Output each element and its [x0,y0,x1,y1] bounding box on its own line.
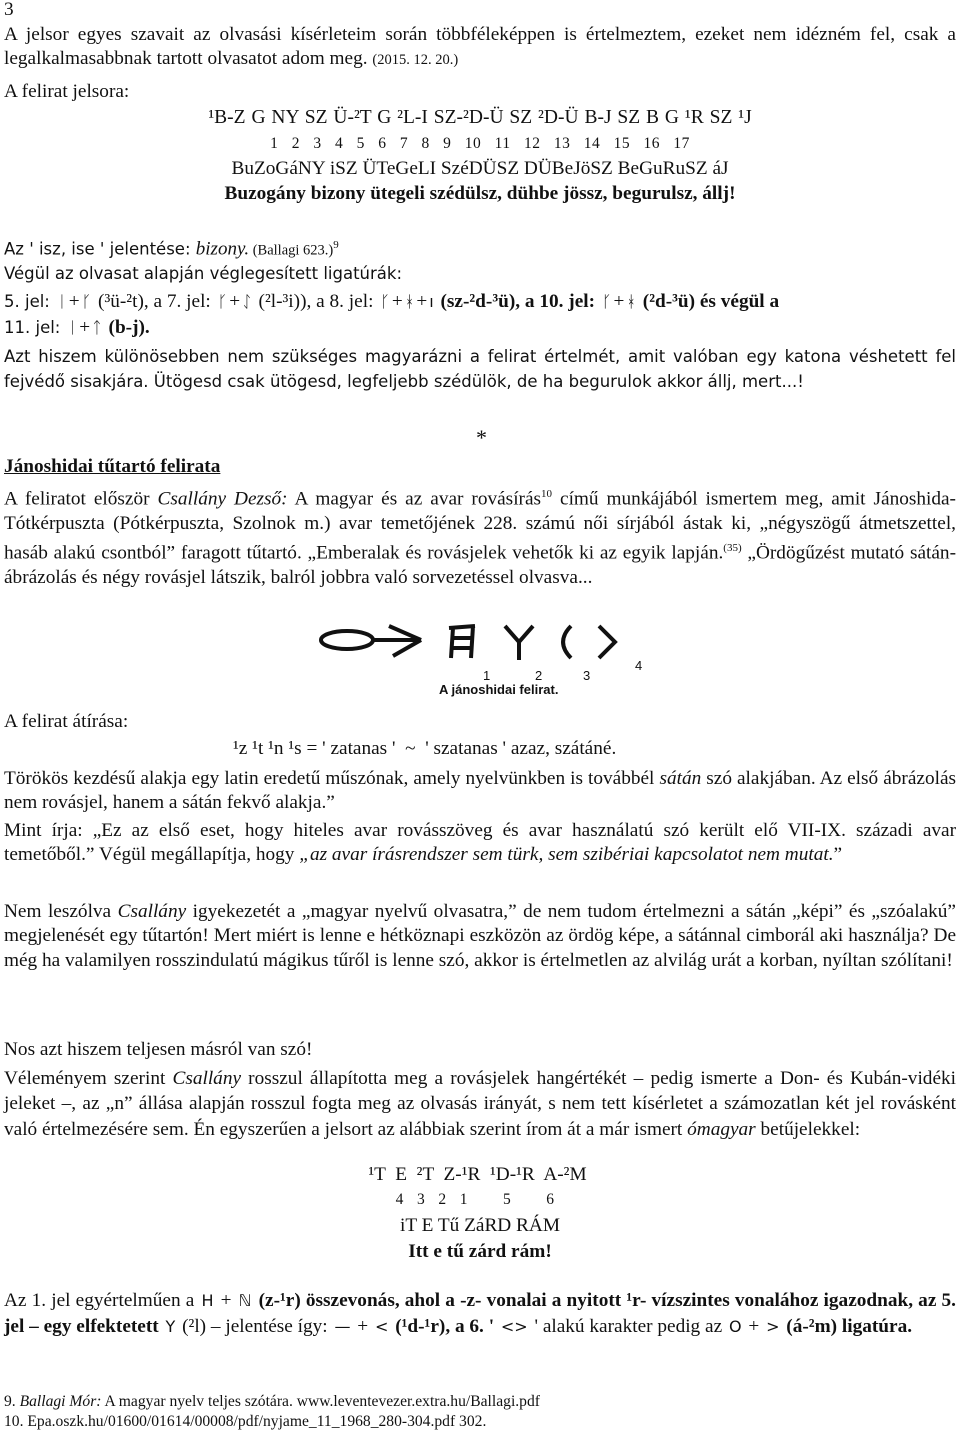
satan-figure-tail [373,626,421,656]
plus-sign: + [79,317,91,338]
comment-paragraph: Azt hiszem különösebben nem szükséges magyarázni a felirat értelmét, amit valóban egy katona véshetett fel fejvédő sisakjára. Ütögesd csak ütögesd, legfeljebb szédülök, de ha begurulok akkor állj, mert...! [4,347,956,391]
satan-figure-icon [321,631,373,649]
lig-11-label: 11. jel: [4,318,66,337]
p2-text-b: szó alakjában. Az első ábrázolás nem rovásjel, hanem a sátán fekvő alakja.” [4,768,957,814]
atiras-value: ¹z ¹t ¹n ¹s = ' zatanas ' ~ ' szatanas ' azaz, szátáné. [233,738,617,759]
rune-diamond-icon: <> [500,1316,528,1336]
p7-text-d: (¹d-¹r), a 6. ' [390,1315,499,1337]
s1-text-b: A magyar és az avar rovásírás [287,488,542,510]
paragraph-3 [4,819,956,868]
footnote-9-text: A magyar nyelv teljes szótára. www.leventevezer.extra.hu/Ballagi.pdf [101,1393,540,1410]
plus-sign: + [391,291,403,312]
jelsor-translit: BuZoGáNY iSZ ÜTeGeLI SzéDÜSZ DÜBeJöSZ BeGuRuSZ áJ [231,158,729,179]
rune-k-icon: ᚴ [380,292,390,311]
p4-text-b: igyekezetét a „magyar nyelvű olvasatra,” de nem tudom értelmezni a sátán „képi” és „szóalakú” megjelenését egy tűtartón! Mert miért is lenne e hétköznapi eszközön az ördög képe, a sátánnal cimborál aki használja? De még ha valamilyen rosszindulatú mágikus tűről is lenne szó, akkor is értelmetlen az alvilág urát a korban, nyíltan szólítani! [4,901,956,971]
p7-text-e: ' alakú karakter pedig az [529,1315,727,1337]
jelsor-numbers: 1 2 3 4 5 6 7 8 9 10 11 12 13 14 15 16 17 [270,135,690,152]
citation-ref: (35) [723,542,742,555]
jelsor-block [4,106,956,205]
p6-text-c: betűjelekkel: [755,1118,861,1140]
isz-prefix: Az ' isz, ise ' jelentése: [4,239,196,259]
reading-numbers: 4 3 2 1 5 6 [395,1191,555,1208]
footnote-10: 10. Epa.oszk.hu/01600/01614/00008/pdf/nyjame_11_1968_280-304.pdf 302. [4,1412,487,1430]
figure-number-3: 3 [583,668,591,683]
rune-o-icon: O [728,1316,742,1336]
paragraph-4 [4,900,956,973]
plus-sign: + [68,291,80,312]
plus-sign: + [229,291,241,312]
s1-text-a: A feliratot először [4,488,158,510]
rune-y-icon: Y [165,1316,176,1336]
p7-text-c: (²l) – jelentése így: [177,1315,333,1337]
s1-text-d: „Ördögűzést mutató sátán-ábrázolás és négy rovásjel látszik, balról jobbra való sorvezetéssel olvasva... [4,542,956,589]
isz-footnote-ref: 9 [333,239,339,251]
p2-text-a: Törökös kezdésű alakja egy latin eredetű műszónak, amely nyelvünkben is továbbél [4,768,660,789]
p4-name: Csallány [117,901,187,922]
lig-5-label: 5. jel: [4,292,56,311]
plus-sign: + [743,1315,765,1337]
asterisk-divider: * [476,425,487,450]
figure-number-1: 1 [483,668,491,683]
footnotes [4,1392,956,1431]
jelsor-label: A felirat jelsora: [4,81,130,102]
rune-k-icon: ᚴ [601,292,612,311]
intro-date: (2015. 12. 20.) [372,52,459,69]
paragraph-2 [4,767,956,816]
s1-text-c: című munkájából ismertem meg, amit Jánoshida-Tótkérpuszta (Pótkérpuszta, Szolnok m.) avar temetőjének 228. számú női sírjából ástak ki, „négyszögű átmetszettel, hasáb alakú csontból” faragott tűtartó. „Emberalak és rovásjelek vehetők ki az egyik lapján. [4,488,956,564]
p2-word-satan: sátán [659,768,702,789]
figure-number-4: 4 [635,658,643,673]
p7-text-a: Az 1. jel egyértelműen a [4,1290,200,1311]
rune-k-icon: ᚴ [81,292,92,311]
p6-name: Csallány [172,1068,242,1089]
lig-11-value: (b-j). [103,317,150,338]
reading-block [4,1163,956,1263]
rune-2-icon [505,626,533,660]
rune-cross-icon: ᚼ [404,292,415,311]
ligatures-title: Végül az olvasat alapján véglegesített ligatúrák: [4,264,403,283]
reading-translit: iT E Tű ZáRD RÁM [400,1215,560,1236]
paragraph-5: Nos azt hiszem teljesen másról van szó! [4,1039,313,1060]
p7-text-f: (á-²m) ligatúra. [781,1315,913,1337]
plus-sign: + [416,291,428,312]
rune-cross-icon: ᚼ [626,292,636,311]
rune-gy-icon: ᛏ [92,318,102,337]
rune-dash-icon: — [334,1316,351,1336]
paragraph-7 [4,1288,956,1339]
rune-n-icon: ℕ [238,1291,252,1310]
intro-text: A jelsor egyes szavait az olvasási kísérleteim során többféleképpen is értelmeztem, ezeket nem idézném fel, csak a legalkalmasabbnak tartott olvasatot adom meg. [4,24,956,70]
rune-k-icon: ᚴ [217,292,228,311]
footnote-9-number: 9. [4,1393,20,1410]
figure-caption: A jánoshidai felirat. [439,682,559,697]
plus-sign: + [613,291,625,312]
section-paragraph-1 [4,482,956,590]
p3-text-b: ” [833,844,843,866]
rune-1-icon [449,626,475,658]
jelsor-reading: Buzogány bizony ütegeli szédülsz, dühbe jössz, begurulsz, állj! [224,183,736,204]
p3-quote: „az avar írásrendszer sem türk, sem szibériai kapcsolatot nem mutat. [299,844,834,866]
isz-word: bizony. [195,238,250,260]
author-name: Csallány Dezső: [157,488,288,510]
reading-final: Itt e tű zárd rám! [408,1241,552,1262]
figure-number-2: 2 [535,668,543,683]
rune-vertical-icon: ᛁ [57,292,67,311]
reading-runes: ¹T E ²T Z-¹R ¹D-¹R A-²M [368,1164,587,1185]
lig-10-value: (²d-³ü) és végül a [637,291,780,312]
rune-vertical-icon: ᛁ [67,318,78,337]
lig-5-value: (³ü-²t), a 7. jel: [93,291,216,312]
plus-sign: + [215,1290,237,1311]
inscription-drawing [309,618,649,698]
isz-ref: (Ballagi 623.) [249,242,334,259]
page-number: 3 [4,0,14,20]
rune-less-than-icon: < [374,1316,389,1336]
section-title: Jánoshidai tűtartó felirata [4,456,221,477]
inscription-figure [309,618,649,698]
rune-3-icon [563,626,571,658]
rune-h-icon: H [201,1291,214,1310]
jelsor-runes: ¹B-Z G NY SZ Ü-²T G ²L-I SZ-²D-Ü SZ ²D-Ü B-J SZ B G ¹R SZ ¹J [208,107,752,128]
p6-text-a: Véleményem szerint [4,1068,173,1089]
rune-bar-icon: ı [429,292,434,311]
intro-paragraph [4,23,956,73]
footnote-ref-10: 10 [541,488,553,500]
lig-7-value: (²l-³i)), a 8. jel: [253,291,379,312]
ligatures-line-2 [4,316,150,340]
paragraph-6 [4,1066,956,1142]
p3-text-a: Mint írja: „Ez az első eset, hogy hiteles avar rovásszöveg és avar használatú szó került elő VII-IX. századi avar temetőből.” Végül megállapítja, hogy [4,820,956,866]
lig-8-value: (sz-²d-³ü), a 10. jel: [435,291,600,312]
rune-hook-icon: ᛇ [242,292,252,311]
footnote-9 [4,1392,956,1412]
p6-text-b: rosszul állapította meg a rovásjelek hangértékét – pedig ismerte a Don- és Kubán-vidéki jeleket –, az „n” állása alapján rosszul fogta meg az olvasás irányát, s nem tett kísérletet a számozatlan két jel rovásként való értelmezésére sem. Én egyszerűen a jelsort az alábbiak szerint írom át a már ismert [4,1068,956,1140]
plus-sign: + [352,1315,373,1337]
isz-meaning [4,233,339,263]
ligatures-line-1 [4,290,956,314]
footnote-9-author: Ballagi Mór: [19,1393,102,1410]
p4-text-a: Nem leszólva [4,901,118,922]
p7-text-b: (z-¹r) összevonás, ahol a -z- vonalai a nyitott ¹r- vízszintes vonalához igazodnak, az 5. jel – egy elfektetett [4,1290,956,1337]
rune-4-icon [599,626,615,658]
rune-greater-than-icon: > [766,1316,780,1336]
p6-word-omagyar: ómagyar [687,1118,756,1140]
atiras-label: A felirat átírása: [4,711,129,732]
